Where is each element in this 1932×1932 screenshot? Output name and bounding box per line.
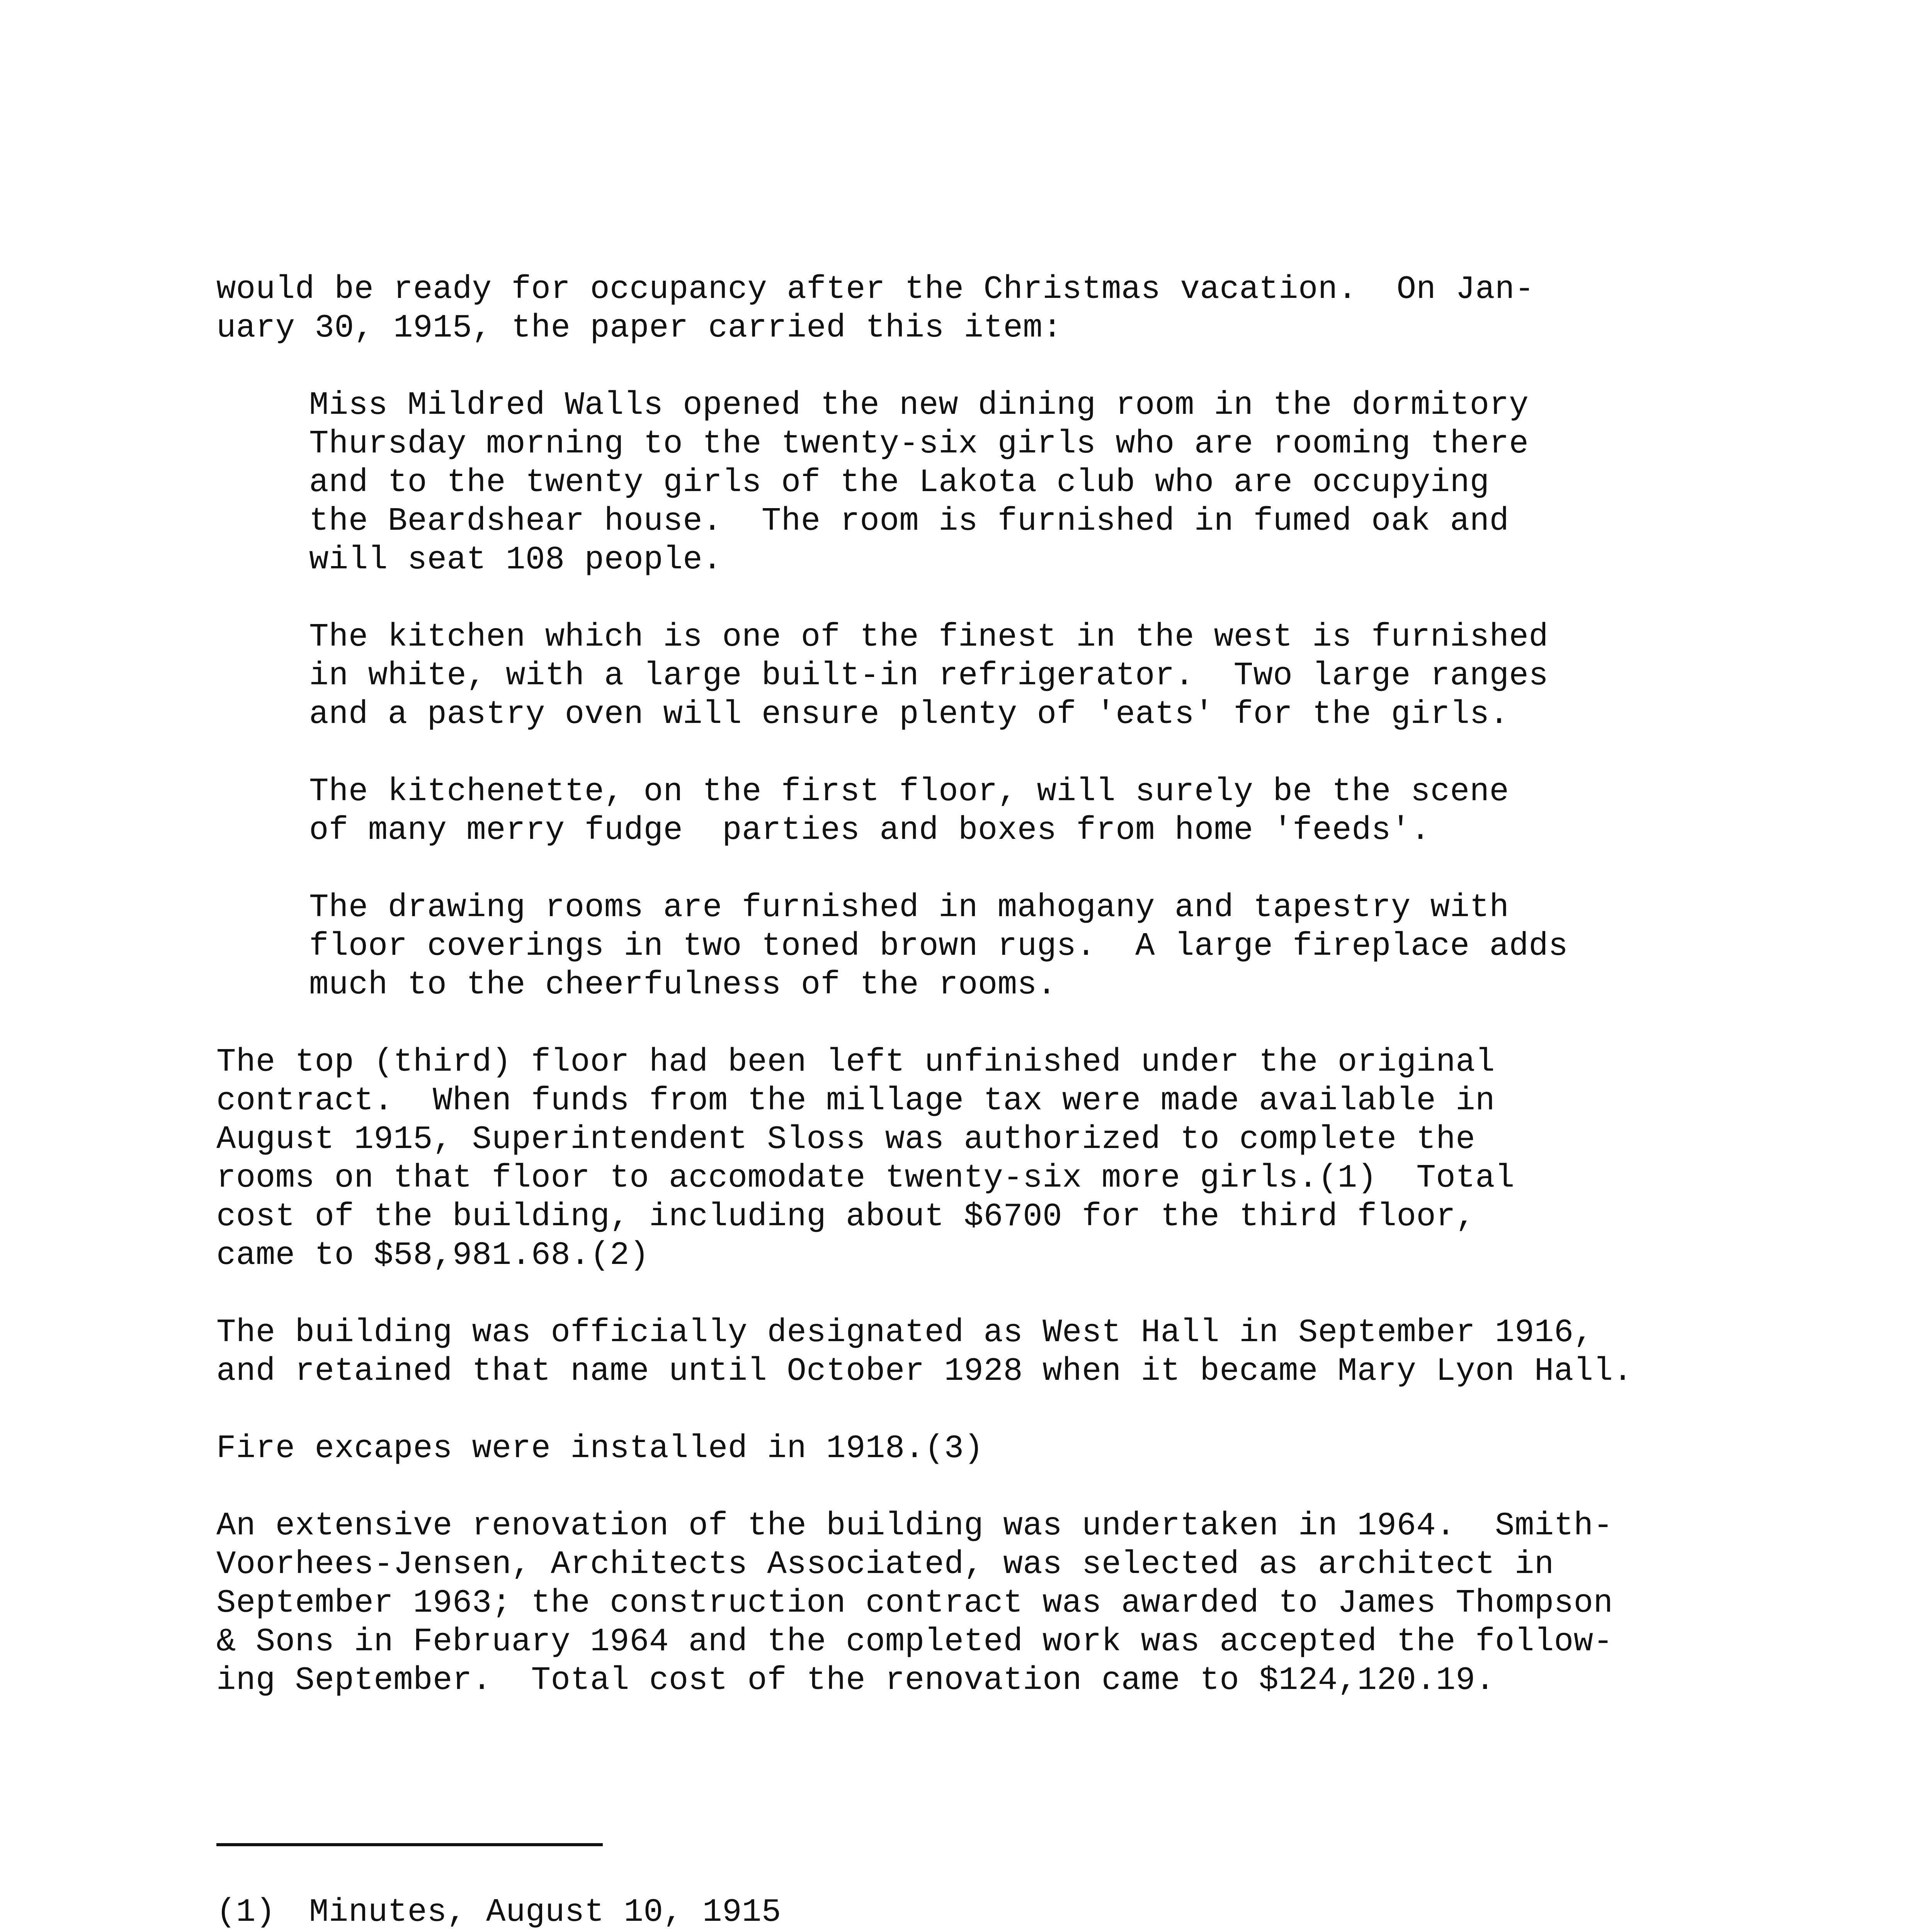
- quote-line: much to the cheerfulness of the rooms.: [309, 967, 1057, 1003]
- body-line: came to $58,981.68.(2): [216, 1237, 649, 1274]
- body-line: rooms on that floor to accomodate twenty-six more girls.(1) Total: [216, 1160, 1515, 1197]
- footnote-divider: [216, 1843, 603, 1846]
- quote-line: The kitchen which is one of the finest in the west is furnished: [309, 619, 1549, 656]
- quote-line: floor coverings in two toned brown rugs. A large fireplace adds: [309, 928, 1568, 965]
- body-line: ing September. Total cost of the renovation came to $124,120.19.: [216, 1662, 1495, 1699]
- body-line: The building was officially designated as West Hall in September 1916,: [216, 1315, 1594, 1351]
- quote-line: Thursday morning to the twenty-six girls who are rooming there: [309, 426, 1529, 463]
- body-line: September 1963; the construction contract was awarded to James Thompson: [216, 1585, 1613, 1622]
- intro-line: uary 30, 1915, the paper carried this item:: [216, 310, 1063, 347]
- body-line: contract. When funds from the millage tax were made available in: [216, 1083, 1495, 1119]
- quote-line: The kitchenette, on the first floor, will surely be the scene: [309, 774, 1509, 810]
- quote-line: The drawing rooms are furnished in mahogany and tapestry with: [309, 889, 1509, 926]
- quote-line: and to the twenty girls of the Lakota club who are occupying: [309, 464, 1490, 501]
- quote-line: Miss Mildred Walls opened the new dining room in the dormitory: [309, 387, 1529, 424]
- quote-line: the Beardshear house. The room is furnished in fumed oak and: [309, 503, 1509, 540]
- body-line: Voorhees-Jensen, Architects Associated, was selected as architect in: [216, 1546, 1554, 1583]
- body-line: August 1915, Superintendent Sloss was authorized to complete the: [216, 1121, 1476, 1158]
- body-line: cost of the building, including about $6700 for the third floor,: [216, 1199, 1476, 1235]
- body-line: and retained that name until October 1928 when it became Mary Lyon Hall.: [216, 1353, 1633, 1390]
- quote-line: in white, with a large built-in refrigerator. Two large ranges: [309, 658, 1549, 694]
- footnote-text: Minutes, August 10, 1915: [309, 1894, 781, 1931]
- quote-line: will seat 108 people.: [309, 542, 723, 578]
- body-line: & Sons in February 1964 and the completed work was accepted the follow-: [216, 1624, 1613, 1660]
- body-line: The top (third) floor had been left unfinished under the original: [216, 1044, 1495, 1081]
- quote-line: of many merry fudge parties and boxes from home 'feeds'.: [309, 812, 1430, 849]
- body-line: An extensive renovation of the building was undertaken in 1964. Smith-: [216, 1508, 1613, 1544]
- quote-line: and a pastry oven will ensure plenty of 'eats' for the girls.: [309, 696, 1509, 733]
- body-line: Fire excapes were installed in 1918.(3): [216, 1430, 984, 1467]
- intro-line: would be ready for occupancy after the Christmas vacation. On Jan-: [216, 271, 1534, 308]
- footnote-number: (1): [216, 1894, 276, 1931]
